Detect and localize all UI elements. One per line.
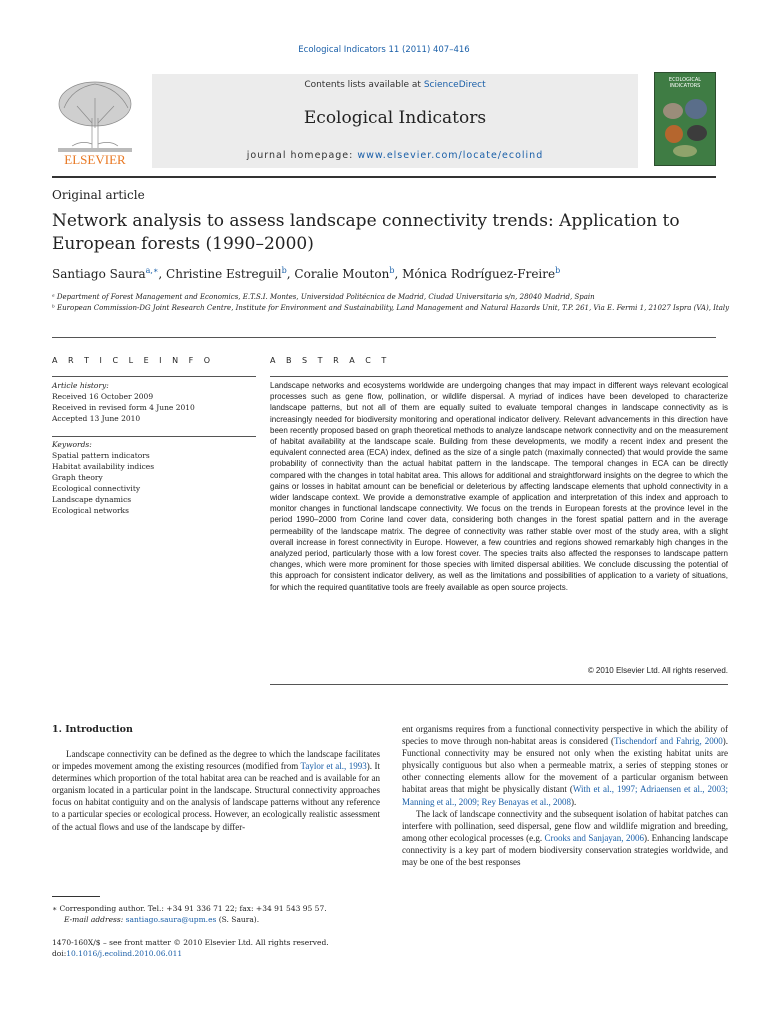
copyright-notice: © 2010 Elsevier Ltd. All rights reserved.	[587, 666, 728, 675]
elsevier-wordmark: ELSEVIER	[64, 152, 126, 166]
paragraph-text: ). Enhancing landscape connectivity is a key part of modern biodiversity conservation strategies worldwide, and may be one of the best responses	[402, 832, 729, 868]
homepage-link[interactable]: www.elsevier.com/locate/ecolind	[357, 150, 544, 161]
email-label: E-mail address:	[64, 915, 126, 924]
journal-header	[152, 74, 638, 168]
keywords-label: Keywords:	[52, 440, 92, 449]
citation-link[interactable]: Tischendorf and Fahrig, 2000	[614, 736, 723, 747]
corresponding-author: ∗ Corresponding author. Tel.: +34 91 336 71 22; fax: +34 91 543 95 57.	[52, 904, 327, 913]
affiliation-a: ᵃ Department of Forest Management and Economics, E.T.S.I. Montes, Universidad Politécnica de Madrid, Ciudad Universitaria s/n, 28040 Madrid, Spain	[52, 293, 595, 301]
keyword-item: Landscape dynamics	[52, 495, 132, 504]
sciencedirect-link[interactable]: ScienceDirect	[423, 80, 486, 90]
keyword-item: Ecological networks	[52, 506, 129, 515]
article-history	[52, 380, 256, 424]
issn-block	[52, 937, 392, 959]
contents-prefix: Contents lists available at	[304, 80, 424, 90]
paragraph	[402, 723, 728, 808]
author-list	[52, 266, 560, 281]
footnote	[52, 903, 392, 925]
author-separator: ,	[394, 267, 403, 281]
affiliation-b: ᵇ European Commission-DG Joint Research Centre, Institute for Environment and Sustainability, Land Management and Natural Hazards Unit, T.P. 261, Via E. Fermi 1, 21027 Ispra (VA), Italy	[52, 304, 730, 312]
info-divider	[52, 436, 256, 437]
author-name: Coralie Mouton	[294, 267, 390, 281]
author-affiliation-mark[interactable]: b	[389, 266, 395, 275]
citation-link[interactable]: Taylor et al., 1993	[300, 761, 367, 772]
history-label: Article history:	[52, 381, 109, 390]
homepage-line	[152, 150, 638, 161]
paragraph-text: The lack of landscape connectivity and the subsequent isolation of habitat patches can interfere with pollination, seed dispersal, gene flow and wildlife migration and breeding, among other ecological processes (e.g.	[402, 808, 728, 843]
paragraph-text: Landscape connectivity can be defined as the degree to which the landscape facilitates or impedes movement among the existing resources (modified from	[52, 749, 380, 772]
paragraph-text: ). Functional connectivity may be ensured not only when the existing habitat units are physically contiguous but also when a permeable matrix, a series of stepping stones or other connecting elements allow for the movement of a particular organism between habitat areas that might be physically distant (	[402, 736, 728, 795]
author-name: Christine Estreguil	[166, 267, 282, 281]
journal-name: Ecological Indicators	[303, 108, 487, 128]
body-column-left	[52, 748, 380, 833]
article-title: Network analysis to assess landscape connectivity trends: Application to European forests (1990–2000)	[52, 211, 680, 254]
keyword-item: Spatial pattern indicators	[52, 451, 150, 460]
affiliations	[52, 292, 732, 314]
keyword-item: Ecological connectivity	[52, 484, 141, 493]
author-affiliation-mark[interactable]: b	[281, 266, 287, 275]
paragraph-text: ).	[570, 796, 577, 807]
elsevier-logo	[52, 78, 138, 166]
journal-cover-image	[654, 72, 716, 166]
doi-label: doi:	[52, 949, 67, 958]
section-divider	[52, 337, 716, 338]
email-link[interactable]: santiago.saura@upm.es	[125, 915, 217, 924]
paragraph	[402, 808, 728, 868]
history-received: Received 16 October 2009	[52, 392, 154, 401]
paragraph-text: ). It determines which proportion of the total habitat area can be reached and is available for an organism located in a particular point in the landscape. Structural connectivity approaches focus on habitat contiguity and on the analysis of landscape patterns without any reference to a particular species or ecological process. However, an ecologically realistic assessment of the actual flows and use of the landscape by differ-	[52, 761, 380, 832]
keyword-item: Habitat availability indices	[52, 462, 155, 471]
author-separator: ,	[286, 267, 295, 281]
doi-link[interactable]: 10.1016/j.ecolind.2010.06.011	[66, 949, 183, 958]
header-rule	[52, 176, 716, 178]
author-name: Santiago Saura	[52, 267, 146, 281]
article-info-heading: A R T I C L E I N F O	[52, 356, 215, 365]
abstract-text: Landscape networks and ecosystems worldwide are undergoing changes that may impact in different ways relevant ecological processes such as gene flow, pollination, or wildlife dispersal. A myriad of indices have been developed to characterize landscape patterns, but not all of them are equally suited to evaluate temporal changes in landscape connectivity as is increasingly needed for biodiversity monitoring and operational indicator delivery. Relevant advancements in this direction have been recently proposed based on graph theoretical methods to analyze landscape network connectivity and on the measurement of habitat availability at the landscape scale. Building from these developments, we modify a recent index and present the equivalent connected area (ECA) index, defined as the size of a single patch (maximally connected) that would provide the same probability of connectivity than the actual habitat pattern in the landscape. The temporal changes in ECA can be directly compared with the changes in total habitat area. This allows for additional and straightforward insights on the degree to which the gains or losses in habitat amount can be beneficial or deleterious by affecting landscape elements that uphold connectivity in a wider landscape context. We provide a demonstrative example of application and interpretation of this index and approach to monitor changes in functional landscape connectivity. We focus on the trends in European forests at the province level in the period 1990–2000 from Corine land cover data, considering both changes in the forest spatial pattern and in the average permeability of the landscape matrix. The degree of connectivity was rather stable over most of the study area, with a slight overall increase in forest connectivity in Europe. However, a few countries and regions showed remarkably high changes in the analyzed period, particularly those with a low forest cover. The species traits also affected the responses to landscape pattern changes, which were more prominent for those species with limited dispersal abilities. We conclude discussing the potential of this approach for consistent indicator delivery, as well as the limitations and possibilities of application to a variety of situations, for which the required quantitative tools are freely available as open source projects.	[270, 381, 728, 592]
author-name: Mónica Rodríguez-Freire	[402, 267, 556, 281]
author-affiliation-mark[interactable]: a,∗	[145, 266, 159, 275]
paragraph	[52, 748, 380, 833]
article-type: Original article	[52, 188, 145, 202]
cover-title: ECOLOGICAL INDICATORS	[668, 77, 702, 89]
history-revised: Received in revised form 4 June 2010	[52, 403, 195, 412]
history-accepted: Accepted 13 June 2010	[52, 414, 141, 423]
section-heading-introduction: 1. Introduction	[52, 724, 133, 735]
journal-reference[interactable]: Ecological Indicators 11 (2011) 407–416	[298, 45, 470, 55]
abstract-divider	[270, 684, 728, 685]
issn-line: 1470-160X/$ – see front matter © 2010 Elsevier Ltd. All rights reserved.	[52, 938, 329, 947]
footnote-rule	[52, 896, 100, 897]
keyword-item: Graph theory	[52, 473, 103, 482]
homepage-label: journal homepage:	[246, 150, 358, 161]
keywords	[52, 439, 256, 516]
author-affiliation-mark[interactable]: b	[555, 266, 561, 275]
body-column-right	[402, 723, 728, 868]
info-divider	[52, 376, 256, 377]
abstract-heading: A B S T R A C T	[270, 356, 391, 365]
citation-link[interactable]: With et al., 1997; Adriaensen et al., 2003; Manning et al., 2009; Rey Benayas et al., 2008	[402, 784, 728, 807]
abstract-divider	[270, 376, 728, 377]
email-suffix: (S. Saura).	[216, 915, 260, 924]
citation-link[interactable]: Crooks and Sanjayan, 2006	[544, 832, 644, 843]
contents-line	[152, 80, 638, 90]
paragraph-text: ent organisms requires from a functional connectivity perspective in which the ability of species to move through non-habitat areas is considered (	[402, 724, 728, 747]
author-separator: ,	[158, 267, 167, 281]
